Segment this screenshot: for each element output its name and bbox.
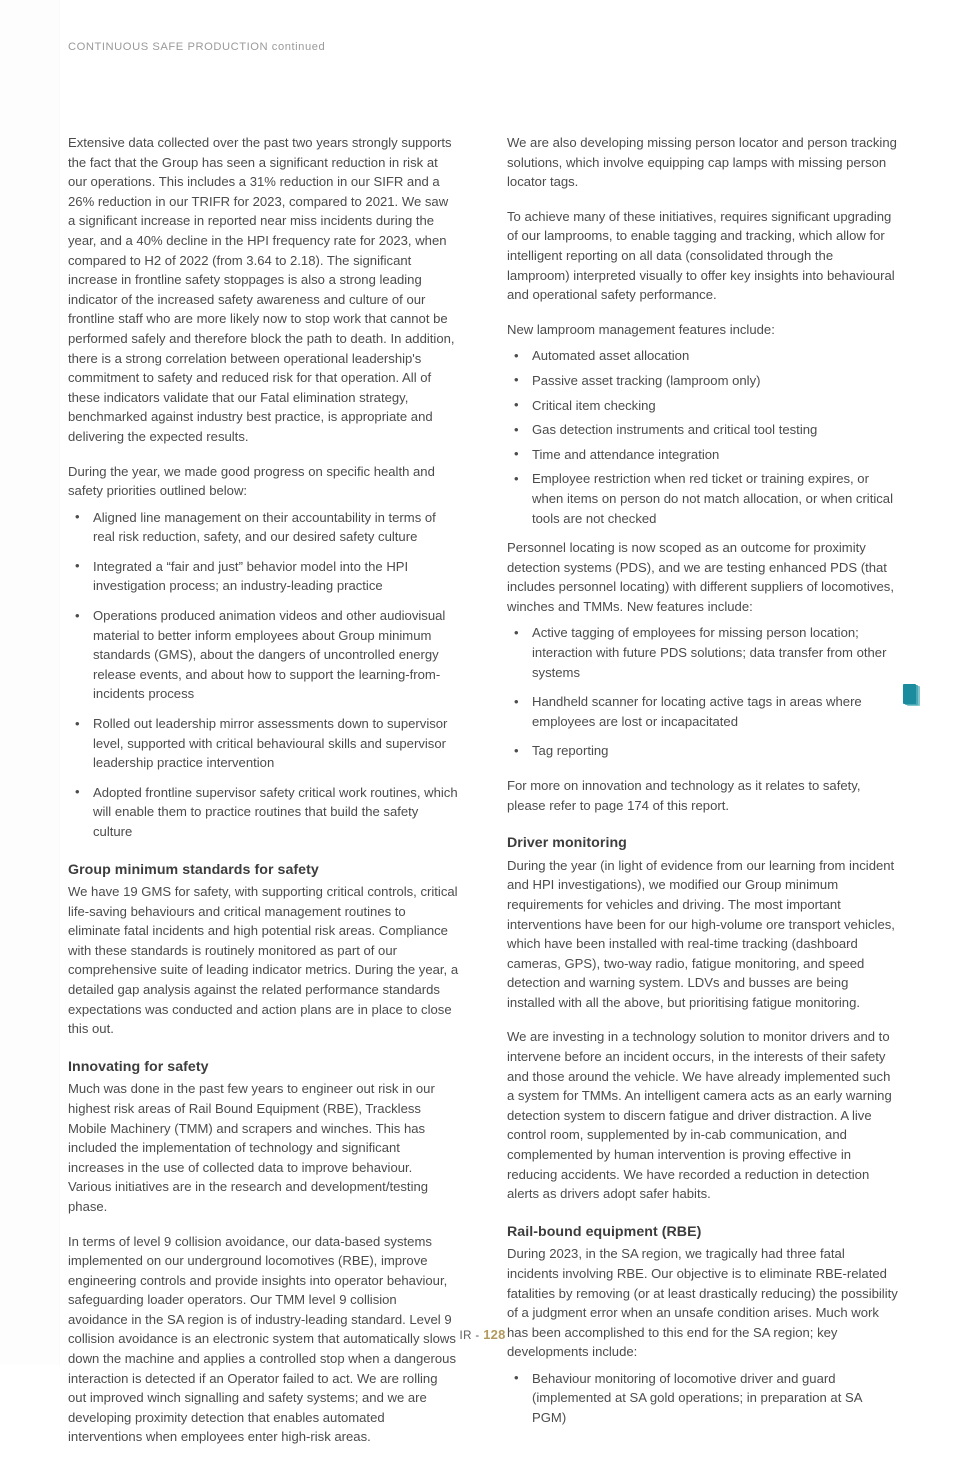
paragraph-safety-data: Extensive data collected over the past two years strongly supports the fact that the Group has seen a significant reduction in risk at our operations. This includes a 31% reduction in our SIFR and a 26% reduction in our TRIFR for 2023, compared to 2021. We saw a significant increase in reported near miss incidents during the year, and a 40% decline in the HPI frequency rate for 2023, when compared to H2 of 2022 (from 3.64 to 2.18). The significant increase in frontline safety stoppages is also a strong leading indicator of the increased safety awareness and culture of our frontline staff who are more likely now to stop work that cannot be performed safely and therefore block the path to death. In addition, there is a strong correlation between operational leadership's commitment to safety and reduced risk for that operation. All of these indicators validate that our Fatal elimination strategy, benchmarked against industry best practice, is appropriate and delivering the expected results. (68, 135, 455, 444)
list-item: • Handheld scanner for locating active tags in areas where employees are lost or incapacitated (507, 692, 898, 731)
list-item: • Employee restriction when red ticket or training expires, or when items on person do not match allocation, or when critical tools are not checked (507, 469, 898, 528)
page-footer (0, 1327, 965, 1342)
page-left-margin-band (0, 0, 60, 1365)
paragraph-innovating-body-1: Much was done in the past few years to engineer out risk in our highest risk areas of Rail Bound Equipment (RBE), Trackless Mobile Machinery (TMM) and scrapers and winches. This has included the implementation of technology and significant increases in the use of collected data to improve behaviour. Various initiatives are in the research and development/testing phase. (68, 1081, 435, 1214)
left-column (68, 133, 459, 1462)
list-item: • Active tagging of employees for missing person location; interaction with future PDS solutions; data transfer from other systems (507, 623, 898, 682)
list-lamproom-features (507, 346, 898, 528)
list-item: • Adopted frontline supervisor safety critical work routines, which will enable them to practice routines that build the safety culture (68, 783, 459, 842)
paragraph-driver-monitoring-1: During the year (in light of evidence from our learning from incident and HPI investigations), we modified our Group minimum requirements for vehicles and driving. The most important interventions have been for our high-volume ore transport vehicles, which have been installed with real-time tracking (dashboard cameras, GPS), two-way radio, fatigue monitoring, and speed detection and warning system. LDVs and busses are being installed with all the above, but prioritising fatigue monitoring. (507, 857, 895, 1010)
list-rbe-developments (507, 1369, 898, 1428)
paragraph-lamproom-upgrade: To achieve many of these initiatives, requires significant upgrading of our lamprooms, to enable tagging and tracking, which allow for intelligent reporting on all data (consolidated through the lamproom) interpreted visually to offer key insights into behavioural and operational safety performance. (507, 208, 895, 303)
heading-rail-bound-equipment: Rail-bound equipment (RBE) (507, 1223, 702, 1240)
list-item: • Operations produced animation videos and other audiovisual material to better inform employees about Group minimum standards (GMS), about the dangers of uncontrolled energy release events, and about how to support the learning-from-incidents process (68, 606, 459, 704)
two-column-body (68, 133, 898, 1462)
list-item: • Gas detection instruments and critical tool testing (507, 420, 898, 440)
list-item: • Tag reporting (507, 741, 898, 761)
right-column (507, 133, 898, 1462)
paragraph-rbe-body: During 2023, in the SA region, we tragically had three fatal incidents involving RBE. Our objective is to eliminate RBE-related fatalities by removing (or at least drastically reducing) the possibility of a judgment error when an unsafe condition arises. Much work has been accomplished to this end for the SA region; key developments include: (507, 1246, 898, 1360)
list-item: • Behaviour monitoring of locomotive driver and guard (implemented at SA gold operations; in preparation at SA PGM) (507, 1369, 898, 1428)
paragraph-cross-reference: For more on innovation and technology as it relates to safety, please refer to page 174 of this report. (507, 778, 861, 813)
list-pds-features (507, 623, 898, 761)
list-item: • Passive asset tracking (lamproom only) (507, 371, 898, 391)
heading-group-minimum-standards: Group minimum standards for safety (68, 861, 319, 878)
paragraph-person-locator: We are also developing missing person locator and person tracking solutions, which involve equipping cap lamps with missing person locator tags. (507, 135, 897, 190)
list-item: • Rolled out leadership mirror assessments down to supervisor level, supported with critical behavioural skills and supervisor leadership practice intervention (68, 714, 459, 773)
paragraph-pds-intro: Personnel locating is now scoped as an outcome for proximity detection systems (PDS), and we are testing enhanced PDS (that includes personnel locating) with different suppliers of locomotives, winches and TMMs. New features include: (507, 540, 894, 614)
pages-icon-front-sheet (903, 684, 916, 704)
paragraph-gms-body: We have 19 GMS for safety, with supporting critical controls, critical life-saving behaviours and critical management routines to eliminate fatal incidents and high potential risk areas. Compliance with these standards is routinely monitored as part of our comprehensive suite of leading indicator metrics. During the year, a detailed gap analysis against the related performance standards expectations was conducted and action plans are in place to close this out. (68, 884, 459, 1037)
running-head: CONTINUOUS SAFE PRODUCTION continued (68, 41, 326, 53)
list-item: • Integrated a “fair and just” behavior model into the HPI investigation process; an industry-leading practice (68, 557, 459, 596)
footer-page-number: 128 (483, 1327, 506, 1342)
heading-driver-monitoring: Driver monitoring (507, 835, 627, 852)
list-safety-priorities (68, 508, 459, 842)
paragraph-lamproom-features-intro: New lamproom management features include: (507, 321, 775, 337)
footer-prefix: IR - (459, 1330, 480, 1342)
list-item: • Automated asset allocation (507, 346, 898, 366)
paragraph-innovating-body-2: In terms of level 9 collision avoidance, our data-based systems implemented on our underground locomotives (RBE), improve engineering controls and provide insights into operator behaviour, safeguarding loader operators. Our TMM level 9 collision avoidance in the SA region is of industry-leading standard. Level 9 collision avoidance is an electronic system that automatically slows down the machine and applies a controlled stop when a dangerous interaction is detected if an Operator failed to act. We are rolling out improved winch signalling and safety systems; and we are developing proximity detection that enables automated interventions when employees enter high-risk areas. (68, 1233, 456, 1445)
heading-innovating-for-safety: Innovating for safety (68, 1058, 209, 1075)
paragraph-driver-monitoring-2: We are investing in a technology solution to monitor drivers and to intervene before an incident occurs, in the interests of their safety and those around the vehicle. We have already implemented such a system for TMMs. An intelligent camera acts as an early warning detection system to discern fatigue and driver distraction. A live control room, supplemented by in-cab communication, and complemented by human intervention is proving effective in reducing accidents. We have recorded a reduction in detection alerts as drivers adopt safer habits. (507, 1029, 892, 1202)
list-item: • Time and attendance integration (507, 445, 898, 465)
list-item: • Critical item checking (507, 396, 898, 416)
page-reference-icon (903, 684, 920, 706)
list-item: • Aligned line management on their accountability in terms of real risk reduction, safety, and our desired safety culture (68, 508, 459, 547)
paragraph-priorities-intro: During the year, we made good progress on specific health and safety priorities outlined below: (68, 463, 435, 499)
